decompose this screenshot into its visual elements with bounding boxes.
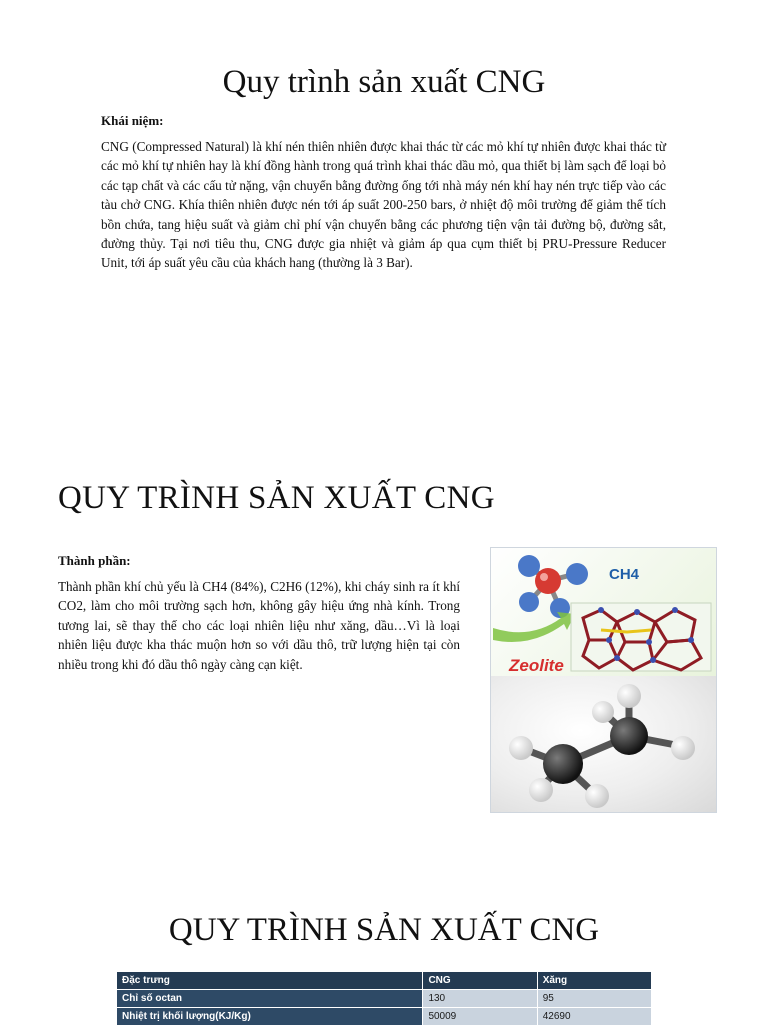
slide-composition [0, 440, 768, 840]
table-cell: 50009 [423, 1008, 537, 1026]
table-cell: 42690 [537, 1008, 651, 1026]
slide-title: Quy trình sản xuất CNG [222, 64, 546, 100]
methane-zeolite-figure [490, 547, 717, 813]
zeolite-panel [491, 548, 716, 676]
table-row-label: Nhiệt trị khối lượng(KJ/Kg) [117, 1008, 423, 1026]
table-header-cell: CNG [423, 972, 537, 990]
ethane-molecule-icon [491, 676, 716, 812]
slide-comparison [0, 880, 768, 1024]
ethane-molecule-panel [491, 676, 716, 812]
table-row [117, 990, 652, 1008]
table-header-cell: Xăng [537, 972, 651, 990]
section-heading: Thành phần: [58, 553, 131, 568]
table-header-cell: Đặc trưng [117, 972, 423, 990]
body-paragraph: CNG (Compressed Natural) là khí nén thiên nhiên được khai thác từ các mỏ khí tự nhiên được khai thác từ các mỏ khí tự nhiên hay là khí đồng hành trong quá trình khai thác dầu mỏ, qua thiết bị làm sạch để loại bỏ các tạp chất và các cấu tử nặng, vận chuyển bằng đường ống tới nhà máy nén khí hay nén trực tiếp vào các tàu chở CNG. Khía thiên nhiên được nén tới áp suất 200-250 bars, ở nhiệt độ môi trường để giảm thể tích bồn chứa, tang hiệu suất và giảm chỉ phí vận chuyển bằng các phương tiện vận tải đường bộ, đường sắt, đường thủy. Tại nơi tiêu thu, CNG được gia nhiệt và giảm áp qua cụm thiết bị PRU-Pressure Reducer Unit, tới áp suất yêu cầu của khách hang (thường là 3 Bar). [101, 139, 666, 271]
comparison-table [116, 971, 652, 1026]
slide-concept [0, 0, 768, 430]
ch4-label: CH4 [609, 566, 640, 583]
table-cell: 95 [537, 990, 651, 1008]
body-paragraph: Thành phần khí chủ yếu là CH4 (84%), C2H6 (12%), khi cháy sinh ra ít khí CO2, làm cho môi trường sạch hơn, không gây hiệu ứng nhà kính. Trong tương lai, sẽ thay thế cho các loại nhiên liệu như xăng, dầu…Vì là loại nhiên liệu được kha thác muộn hơn so với dầu thô, trữ lượng hiện tại còn nhiều trong khi đó dầu thô ngày càng cạn kiệt. [58, 579, 460, 672]
slide-title: QUY TRÌNH SẢN XUẤT CNG [58, 480, 495, 516]
table-cell: 130 [423, 990, 537, 1008]
zeolite-label: Zeolite [509, 656, 564, 675]
table-row [117, 1008, 652, 1026]
slide-title: QUY TRÌNH SẢN XUẤT CNG [168, 912, 600, 948]
section-heading: Khái niệm: [101, 113, 164, 128]
zeolite-lattice-icon [571, 603, 711, 671]
table-header-row [117, 972, 652, 990]
table-row-label: Chỉ số octan [117, 990, 423, 1008]
